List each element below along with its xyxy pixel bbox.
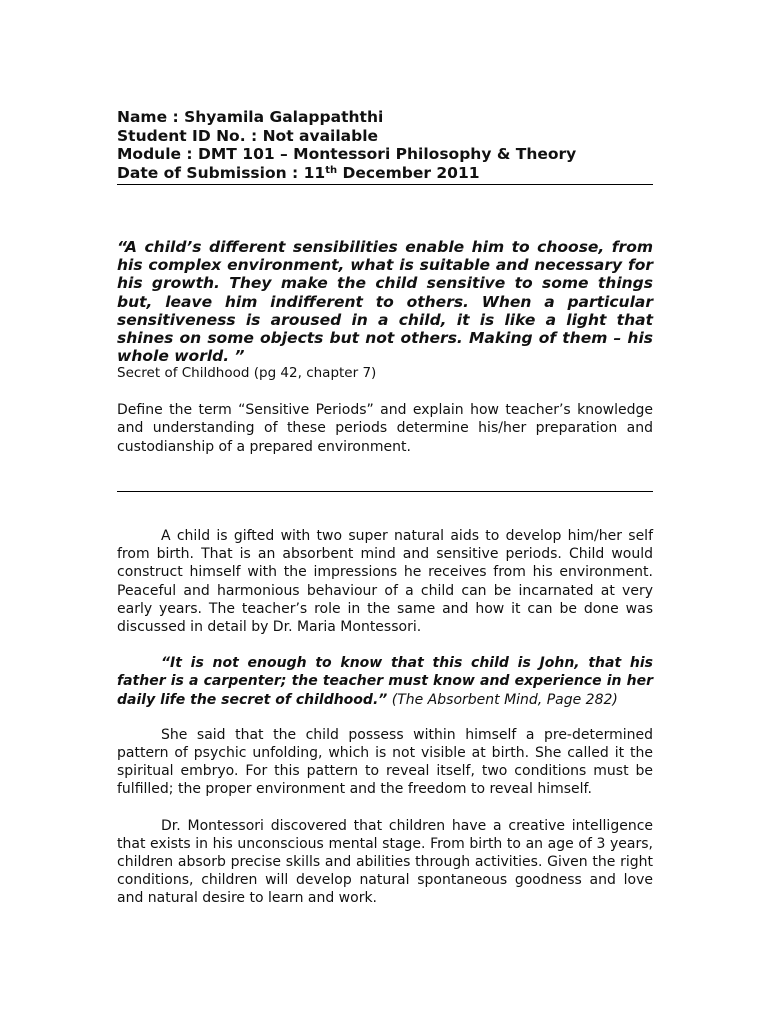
body-paragraph-1: A child is gifted with two super natural aids to develop him/her self from birth. That is an absorbent mind and sensitive periods. Child would construct himself with the impressions he receives from his environment. Peaceful and harmonious behaviour of a child can be incarnated at very early years. The teacher’s role in the same and how it can be done was discussed in detail by Dr. Maria Montessori. xyxy=(117,528,653,636)
submission-date-line xyxy=(117,164,653,183)
header-block xyxy=(117,108,653,182)
body-paragraph-4: Dr. Montessori discovered that children have a creative intelligence that exists in his unconscious mental stage. From birth to an age of 3 years, children absorb precise skills and abilities through activities. Given the right conditions, children will develop natural spontaneous goodness and love and natural desire to learn and work. xyxy=(117,817,653,907)
body-paragraph-2 xyxy=(117,654,653,709)
date-suffix: December 2011 xyxy=(337,163,480,182)
assignment-question: Define the term “Sensitive Periods” and explain how teacher’s knowledge and understanding of these periods determine his/her preparation and custodianship of a prepared environment. xyxy=(117,402,653,455)
module-line: Module : DMT 101 – Montessori Philosophy & Theory xyxy=(117,145,577,163)
date-prefix: Date of Submission : 11 xyxy=(117,163,326,182)
quote-reference: (The Absorbent Mind, Page 282) xyxy=(387,691,618,708)
quote-source: Secret of Childhood (pg 42, chapter 7) xyxy=(117,365,377,381)
question-divider xyxy=(117,491,653,492)
opening-quote: “A child’s different sensibilities enable him to choose, from his complex environment, what is suitable and necessary for his growth. They make the child sensitive to some things but, leave him indifferent to others. When a particular sensitiveness is aroused in a child, it is like a light that shines on some objects but not others. Making of them – his whole world. ” xyxy=(117,238,653,366)
essay-body xyxy=(117,527,653,926)
name-line: Name : Shyamila Galappaththi xyxy=(117,108,384,126)
montessori-quote: “It is not enough to know that this child is John, that his father is a carpenter; the teacher must know and experience in her daily life the secret of childhood.” xyxy=(117,655,653,708)
body-paragraph-3: She said that the child possess within himself a pre-determined pattern of psychic unfolding, which is not visible at birth. She called it the spiritual embryo. For this pattern to reveal itself, two conditions must be fulfilled; the proper environment and the freedom to reveal himself. xyxy=(117,726,653,798)
student-id-line: Student ID No. : Not available xyxy=(117,126,379,145)
header-divider xyxy=(117,184,653,185)
date-superscript: th xyxy=(325,164,338,176)
